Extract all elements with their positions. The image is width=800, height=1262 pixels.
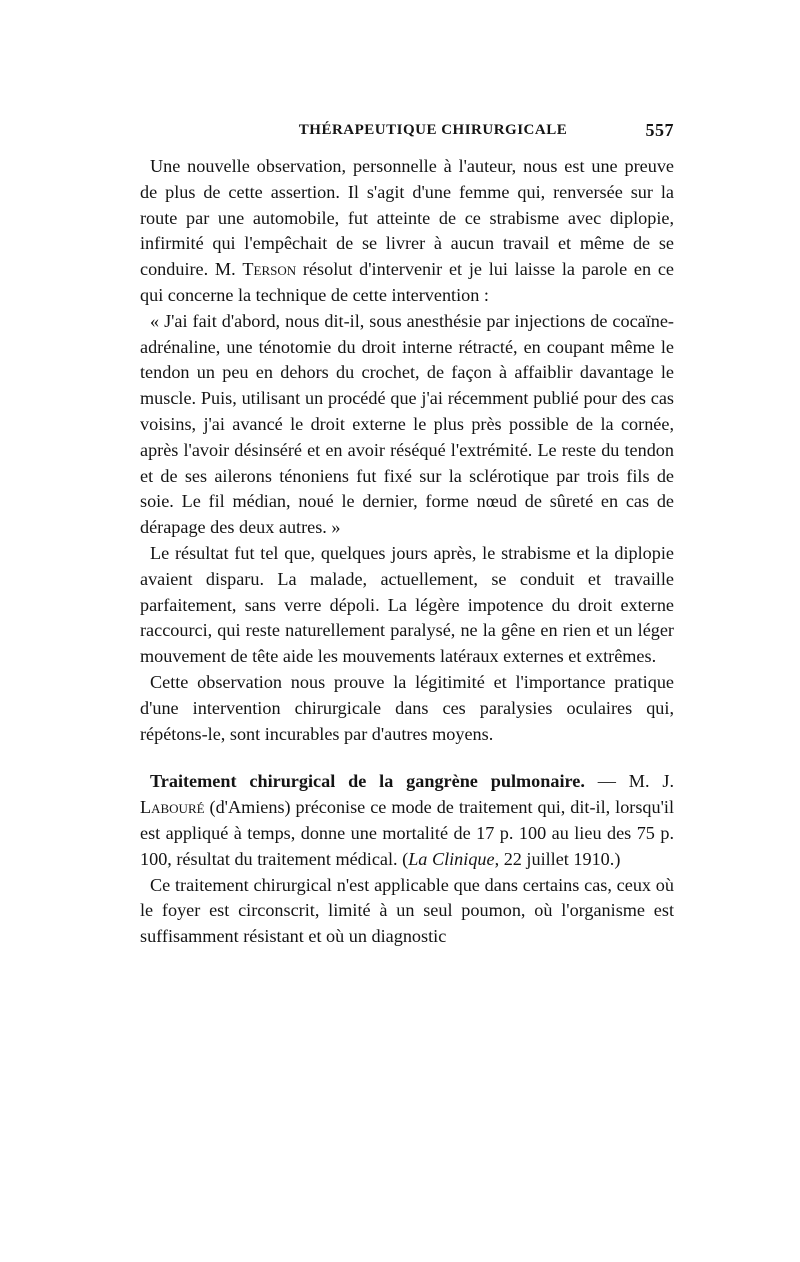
paragraph-result: Le résultat fut tel que, quelques jours après, le strabisme et la diplopie avaient disparu. La malade, actuellement, se conduit et travaille parfaitement, sans verre dépoli. La légère impotence du droit externe raccourci, qui reste naturellement paralysé, ne la gêne en rien et un léger mouvement de tête aide les mouvements latéraux externes et extrêmes. (140, 542, 674, 667)
author-name-laboure: Labouré (140, 797, 205, 818)
page-number: 557 (645, 120, 674, 140)
paragraph-observation-text-end: résolut d'intervenir et je lui laisse la parole en ce qui concerne la technique de cette intervention : (140, 259, 674, 305)
paragraph-conclusion: Cette observation nous prouve la légitimité et l'importance pratique d'une intervention chirurgicale dans ces paralysies oculaires qui, répétons-le, sont incurables par d'autres moyens. (140, 671, 674, 744)
author-name-terson: Terson (242, 259, 297, 280)
citation-date: , 22 juillet 1910.) (494, 848, 621, 869)
paragraph-indications: Ce traitement chirurgical n'est applicable que dans certains cas, ceux où le foyer est circonscrit, limité à un seul poumon, où l'organisme est suffisamment résistant et où un diagnostic (140, 874, 674, 947)
citation-journal: La Clinique (408, 848, 495, 869)
running-title: THÉRAPEUTIQUE CHIRURGICALE (298, 122, 568, 138)
running-header (140, 118, 674, 146)
section-text-before-citation: (d'Amiens) préconise ce mode de traitement qui, dit-il, lorsqu'il est appliqué à temps, donne une mortalité de 17 p. 100 au lieu des 75 p. 100, résultat du traitement médical. ( (140, 797, 674, 869)
paragraph-observation-text-start: Une nouvelle observation, personnelle à l'auteur, nous est une preuve de plus de cette assertion. Il s'agit d'une femme qui, renversée sur la route par une automobile, fut atteinte de ce strabisme avec diplopie, infirmité qui l'empêchait de se livrer à aucun travail et même de se conduire. M. (140, 156, 674, 280)
paragraph-gangrene-section (140, 769, 674, 872)
section-title: Traitement chirurgical de la gangrène pulmonaire. (150, 771, 585, 792)
section-dash-text: — M. J. (584, 771, 675, 792)
section-spacer (140, 747, 674, 769)
paragraph-quotation: « J'ai fait d'abord, nous dit-il, sous anesthésie par injections de cocaïne-adrénaline, une ténotomie du droit interne rétracté, en coupant même le tendon un peu en dehors du crochet, de façon à affaiblir davantage le muscle. Puis, utilisant un procédé que j'ai récemment publié pour des cas voisins, j'ai avancé le droit externe le plus près possible de la cornée, après l'avoir désinséré et en avoir réséqué l'extrémité. Le reste du tendon et de ses ailerons ténoniens fut fixé sur la sclérotique par trois fils de soie. Le fil médian, noué le dernier, forme nœud de sûreté en cas de dérapage des deux autres. » (140, 310, 674, 538)
page (140, 118, 674, 950)
paragraph-observation (140, 154, 674, 309)
